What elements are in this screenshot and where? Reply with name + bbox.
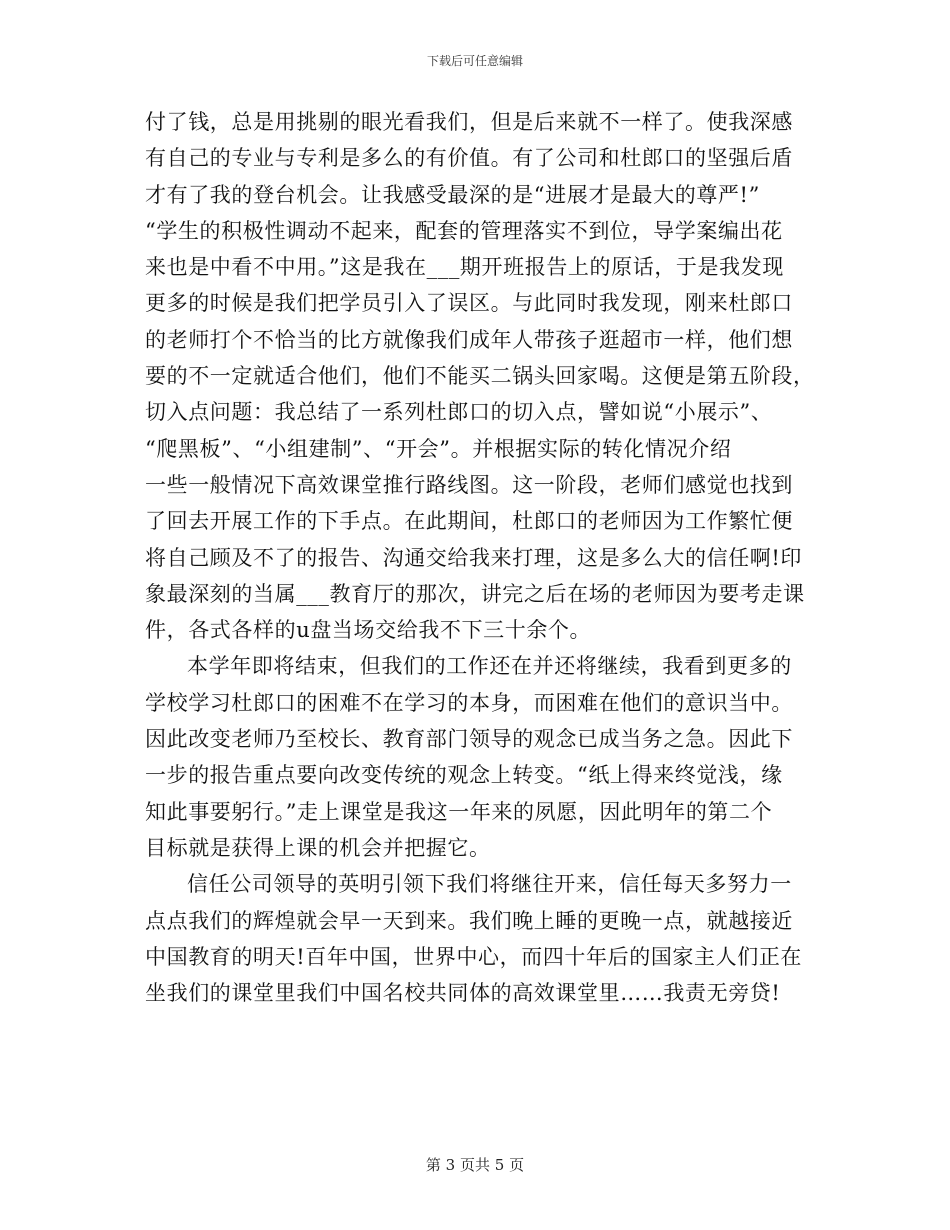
body-line: 来也是中看不中用。”这是我在___期开班报告上的原话，于是我发现 xyxy=(145,255,784,280)
body-line: “学生的积极性调动不起来，配套的管理落实不到位，导学案编出花 xyxy=(145,218,783,243)
body-line: 将自己顾及不了的报告、沟通交给我来打理，这是多么大的信任啊!印 xyxy=(145,545,803,570)
body-line: 要的不一定就适合他们，他们不能买二锅头回家喝。这便是第五阶段， xyxy=(145,364,815,389)
body-line: 学校学习杜郎口的困难不在学习的本身，而困难在他们的意识当中。 xyxy=(145,690,793,715)
body-line: 中国教育的明天!百年中国，世界中心，而四十年后的国家主人们正在 xyxy=(145,944,803,969)
body-line: 件，各式各样的u盘当场交给我不下三十余个。 xyxy=(145,618,592,643)
body-line: 一步的报告重点要向改变传统的观念上转变。“纸上得来终觉浅，缘 xyxy=(145,763,783,788)
page-number: 第 3 页共 5 页 xyxy=(425,1156,525,1174)
body-line: 象最深刻的当属___教育厅的那次，讲完之后在场的老师因为要考走课 xyxy=(145,581,805,606)
body-line: 才有了我的登台机会。让我感受最深的是“进展才是最大的尊严!” xyxy=(145,182,760,207)
body-line: “爬黑板”、“小组建制”、“开会”。并根据实际的转化情况介绍 xyxy=(145,436,732,461)
body-line: 更多的时候是我们把学员引入了误区。与此同时我发现，刚来杜郎口 xyxy=(145,291,793,316)
body-line: 点点我们的辉煌就会早一天到来。我们晚上睡的更晚一点，就越接近 xyxy=(145,908,793,933)
body-line: 因此改变老师乃至校长、教育部门领导的观念已成当务之急。因此下 xyxy=(145,727,793,752)
body-line: 坐我们的课堂里我们中国名校共同体的高效课堂里……我责无旁贷! xyxy=(145,981,781,1006)
paragraph-first-line: 信任公司领导的英明引领下我们将继往开来，信任每天多努力一 xyxy=(187,872,792,897)
body-line: 知此事要躬行。”走上课堂是我这一年来的夙愿，因此明年的第二个 xyxy=(145,799,773,824)
body-line: 的老师打个不恰当的比方就像我们成年人带孩子逛超市一样，他们想 xyxy=(145,327,793,352)
page-header: 下载后可任意编辑 xyxy=(426,54,523,68)
body-line: 了回去开展工作的下手点。在此期间，杜郎口的老师因为工作繁忙便 xyxy=(145,509,793,534)
body-line: 有自己的专业与专利是多么的有价值。有了公司和杜郎口的坚强后盾 xyxy=(145,146,793,171)
body-line: 切入点问题：我总结了一系列杜郎口的切入点，譬如说“小展示”、 xyxy=(145,400,773,425)
body-line: 一些一般情况下高效课堂推行路线图。这一阶段，老师们感觉也找到 xyxy=(145,472,793,497)
body-line: 付了钱，总是用挑剔的眼光看我们，但是后来就不一样了。使我深感 xyxy=(145,110,793,134)
body-line: 目标就是获得上课的机会并把握它。 xyxy=(145,835,491,860)
document-body xyxy=(145,104,815,1011)
paragraph-first-line: 本学年即将结束，但我们的工作还在并还将继续，我看到更多的 xyxy=(187,654,792,679)
